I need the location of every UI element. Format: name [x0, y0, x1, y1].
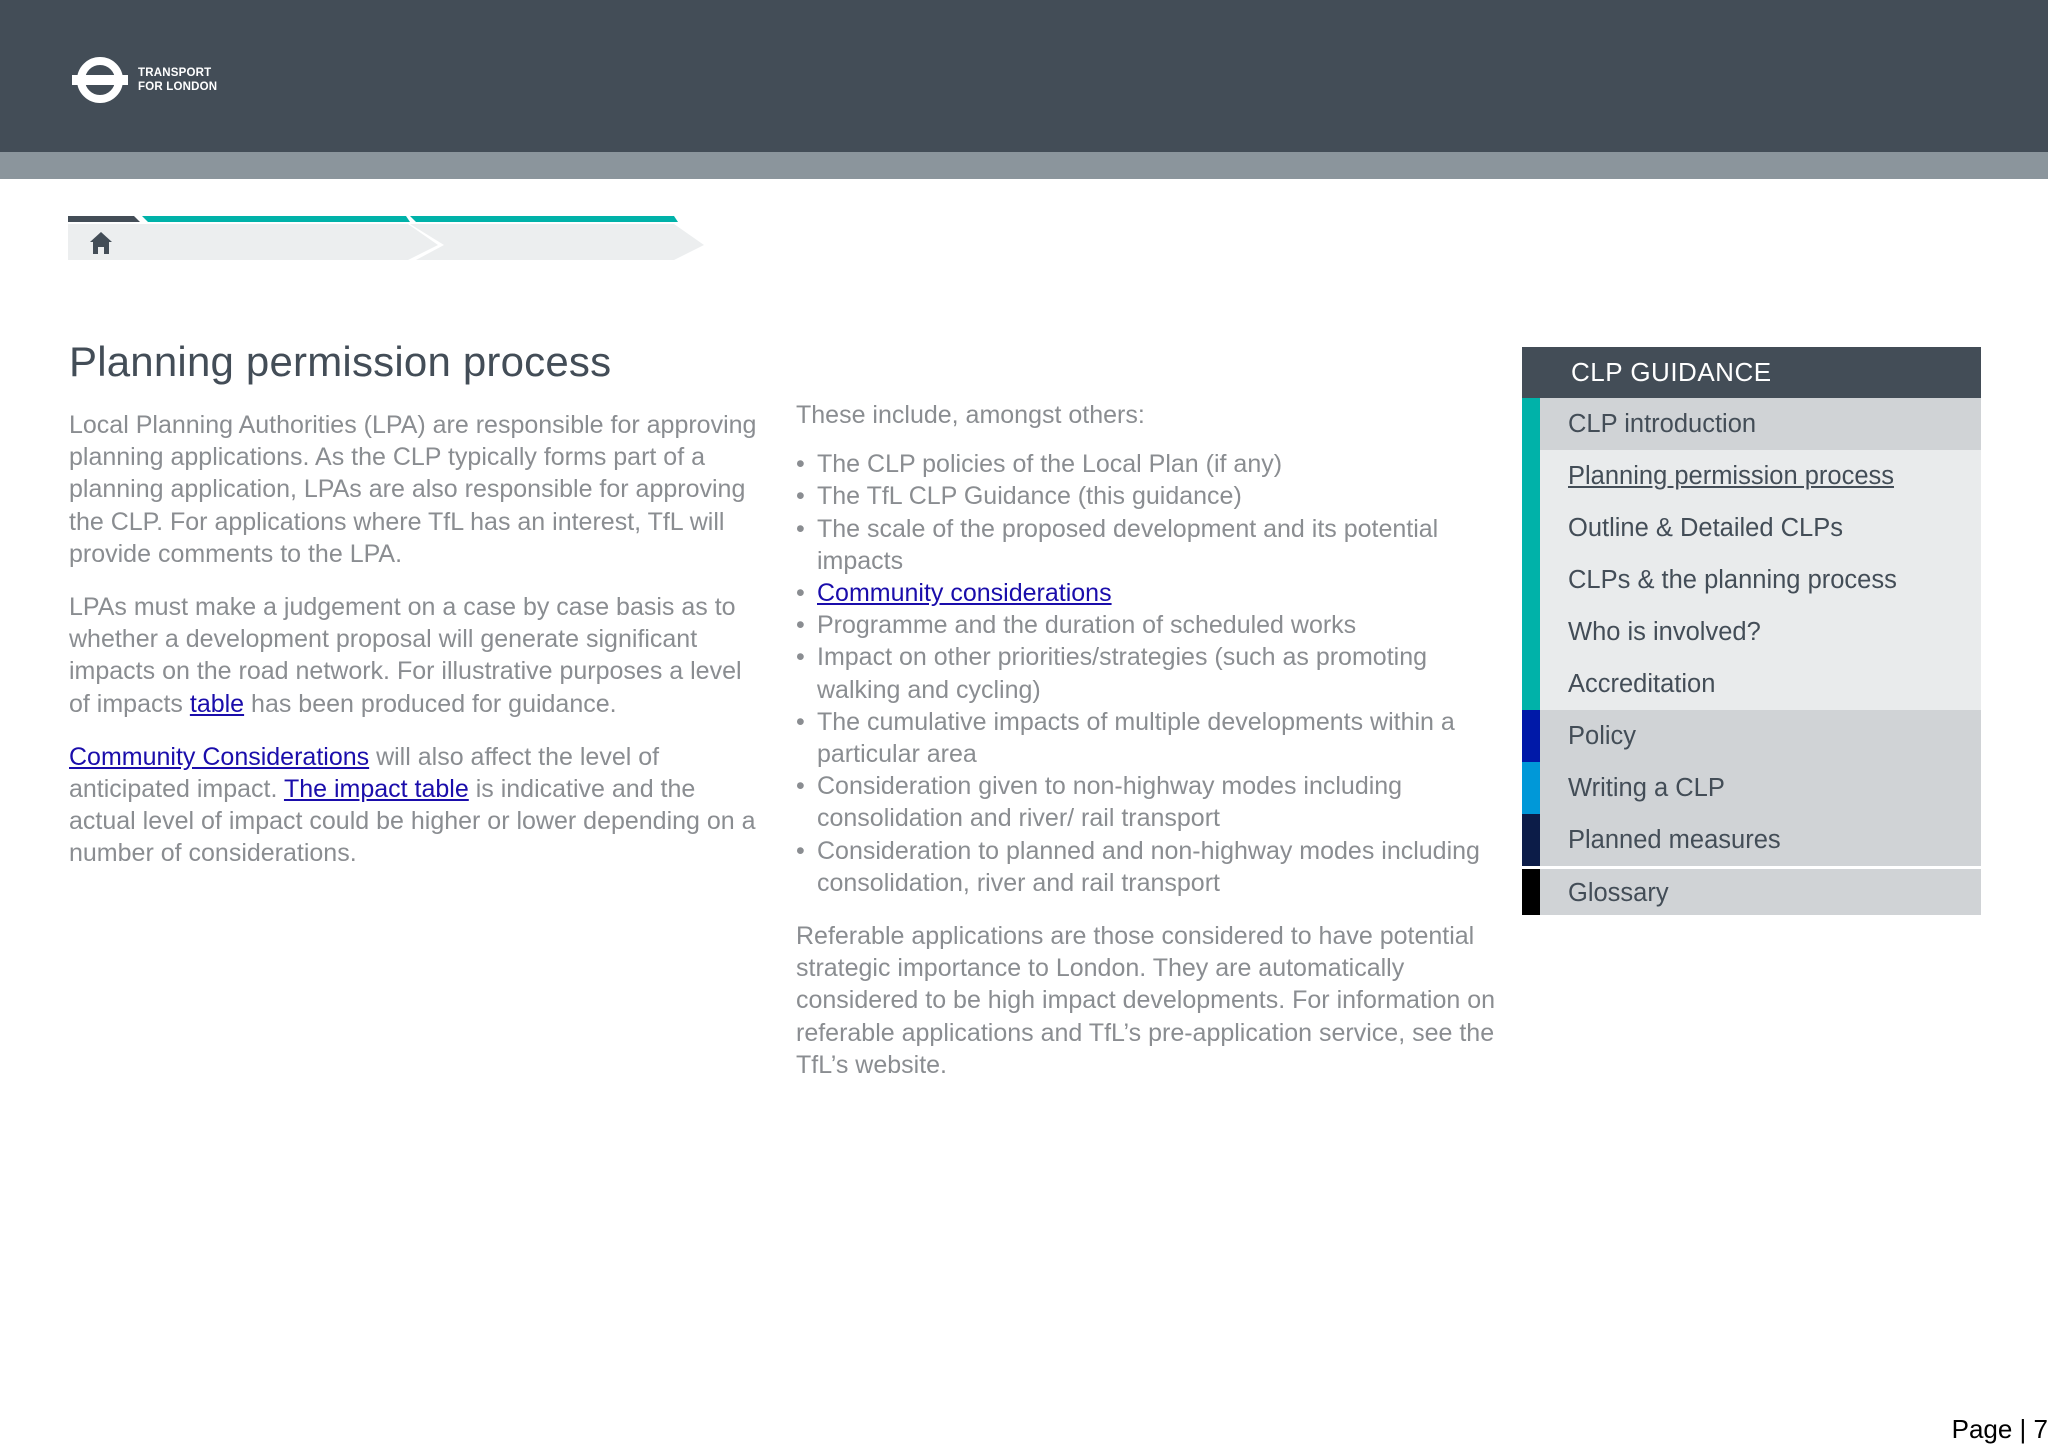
- nav-item-label: Who is involved?: [1568, 618, 1761, 646]
- text-run: has been produced for guidance.: [244, 689, 617, 718]
- list-item: • The scale of the proposed development and its potential impacts: [796, 513, 1496, 577]
- nav-item-label: Outline & Detailed CLPs: [1568, 514, 1843, 542]
- text-run: will also affect the level of anticipated impact.: [69, 742, 660, 804]
- nav-item-label: Planned measures: [1568, 826, 1781, 854]
- nav-item-label: Policy: [1568, 722, 1637, 750]
- nav-item-accreditation[interactable]: [1522, 658, 1981, 710]
- tfl-logo[interactable]: [72, 56, 217, 104]
- community-considerations-bullet-link[interactable]: Community considerations: [817, 579, 1112, 608]
- nav-item-label: Glossary: [1568, 879, 1669, 907]
- considerations-list: [796, 448, 1496, 899]
- nav-item-planned-measures[interactable]: [1522, 814, 1981, 866]
- nav-item-planning-permission-process[interactable]: [1522, 450, 1981, 502]
- clp-guidance-nav: [1522, 347, 1981, 915]
- list-item: [796, 577, 1496, 609]
- list-item: • Impact on other priorities/strategies (such as promoting walking and cycling): [796, 641, 1496, 705]
- text-run: is indicative and the actual level of impact could be higher or lower depending on a number of considerations.: [69, 775, 756, 868]
- nav-item-label: CLP introduction: [1568, 410, 1757, 438]
- breadcrumb: [68, 214, 708, 262]
- list-item: • Consideration given to non-highway modes including consolidation and river/ rail transport: [796, 770, 1496, 834]
- logo-line2: FOR LONDON: [138, 81, 218, 93]
- impact-table-link[interactable]: table: [189, 689, 245, 718]
- home-icon[interactable]: [88, 230, 114, 256]
- header-subbar: [0, 152, 2048, 179]
- nav-stripe: [1522, 606, 1540, 658]
- nav-item-outline-detailed-clps[interactable]: [1522, 502, 1981, 554]
- nav-stripe: [1522, 710, 1540, 762]
- header-bar: [0, 0, 2048, 152]
- bullets-intro: These include, amongst others:: [796, 401, 1145, 429]
- nav-stripe: [1522, 398, 1540, 450]
- paragraph-community: [69, 741, 759, 870]
- nav-item-glossary[interactable]: [1522, 869, 1981, 915]
- nav-stripe: [1522, 658, 1540, 710]
- nav-item-clp-introduction[interactable]: [1522, 398, 1981, 450]
- nav-stripe: [1522, 869, 1540, 915]
- nav-item-label: Planning permission process: [1568, 462, 1894, 490]
- nav-item-writing-a-clp[interactable]: [1522, 762, 1981, 814]
- nav-stripe: [1522, 762, 1540, 814]
- nav-item-label: Accreditation: [1568, 670, 1716, 698]
- paragraph-judgement: [69, 591, 759, 720]
- community-considerations-link[interactable]: Community Considerations: [69, 742, 370, 771]
- list-item: • The CLP policies of the Local Plan (if any): [796, 448, 1496, 480]
- nav-stripe: [1522, 814, 1540, 866]
- nav-item-clps-planning-process[interactable]: [1522, 554, 1981, 606]
- logo-line1: TRANSPORT: [138, 67, 212, 79]
- list-item: • Consideration to planned and non-highway modes including consolidation, river and rail transport: [796, 835, 1496, 899]
- nav-stripe: [1522, 554, 1540, 606]
- nav-item-label: Writing a CLP: [1568, 774, 1725, 802]
- nav-item-label: CLPs & the planning process: [1568, 566, 1897, 594]
- right-column: [796, 399, 1496, 1102]
- nav-item-who-is-involved[interactable]: [1522, 606, 1981, 658]
- the-impact-table-link[interactable]: The impact table: [283, 775, 469, 804]
- text-run: LPAs must make a judgement on a case by case basis as to whether a development proposal will generate significant impacts on the road network. For illustrative purposes a level of impacts: [69, 593, 742, 718]
- page-title: Planning permission process: [69, 338, 612, 385]
- list-item: • The cumulative impacts of multiple developments within a particular area: [796, 706, 1496, 770]
- roundel-icon: [72, 56, 128, 104]
- nav-stripe: [1522, 450, 1540, 502]
- list-item: • Programme and the duration of scheduled works: [796, 609, 1496, 641]
- left-column: [69, 409, 759, 891]
- page-number: Page | 7: [1951, 1414, 2048, 1444]
- nav-heading: CLP GUIDANCE: [1522, 347, 1981, 398]
- nav-stripe: [1522, 502, 1540, 554]
- paragraph-referable: Referable applications are those considered to have potential strategic importance to London. They are automatically considered to be high impact developments. For information on referable applications and TfL’s pre-application service, see the TfL’s website.: [796, 922, 1495, 1079]
- paragraph-lpa: Local Planning Authorities (LPA) are responsible for approving planning applications. As the CLP typically forms part of a planning application, LPAs are also responsible for approving the CLP. For applications where TfL has an interest, TfL will provide comments to the LPA.: [69, 411, 757, 568]
- nav-item-policy[interactable]: [1522, 710, 1981, 762]
- breadcrumb-chevrons: [68, 214, 708, 262]
- list-item: • The TfL CLP Guidance (this guidance): [796, 480, 1496, 512]
- logo-wordmark: [138, 66, 217, 94]
